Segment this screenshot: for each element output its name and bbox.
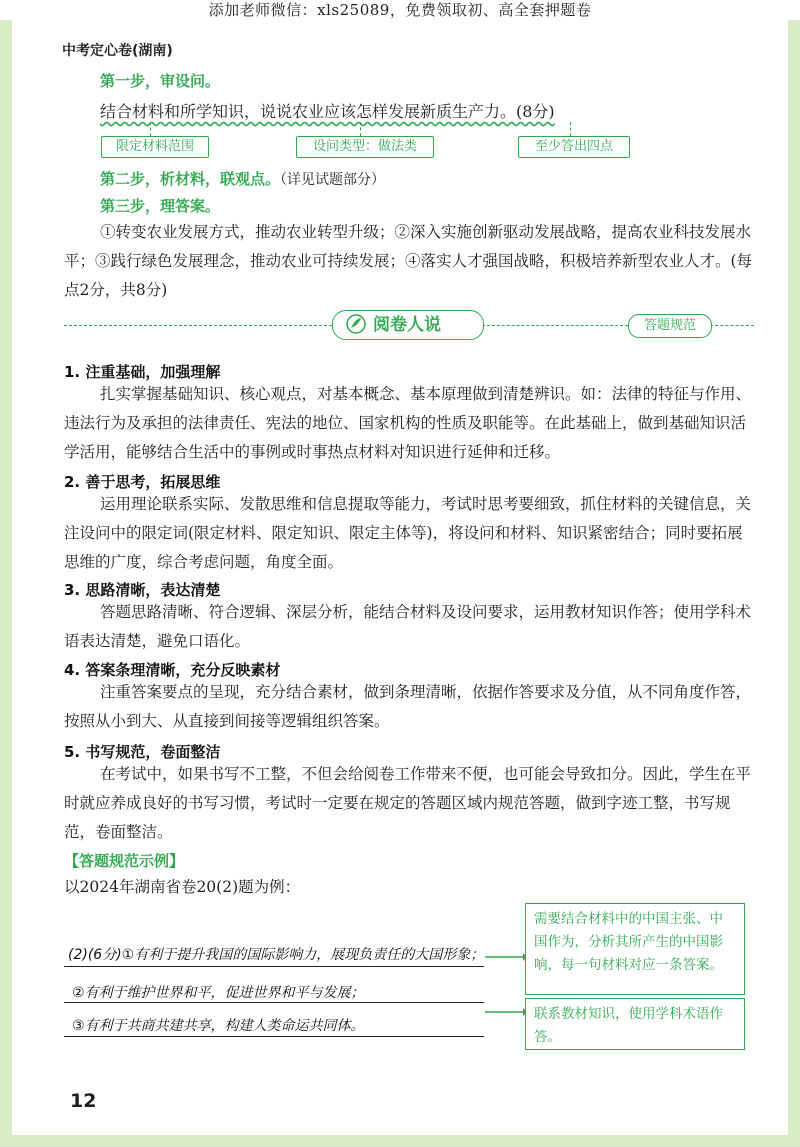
tag-connector-3: [570, 122, 571, 136]
example-intro: 以2024年湖南省卷20(2)题为例：: [64, 878, 301, 896]
annotation-note-2: 联系教材知识，使用学科术语作答。: [525, 998, 745, 1050]
tag-connector-1: [150, 122, 151, 136]
point1-body: 扎实掌握基础知识、核心观点，对基本概念、基本原理做到清楚辨识。如：法律的特征与作用、违法行为及承担的法律责任、宪法的地位、国家机构的性质及职能等。在此基础上，做到基础知识活学活用，能够结合生活中的事例或时事热点材料对知识进行延伸和迁移。: [64, 385, 752, 461]
section-right-tag: 答题规范: [628, 314, 712, 338]
tag-min-points: 至少答出四点: [518, 136, 630, 158]
example-label: 【答题规范示例】: [64, 852, 185, 870]
book-header: 中考定心卷(湖南): [62, 43, 173, 59]
quill-icon: [345, 313, 367, 335]
point2-body: 运用理论联系实际、发散思维和信息提取等能力，考试时思考要细致，抓住材料的关键信息，关注设问中的限定词(限定材料、限定知识、限定主体等)，将设问和材料、知识紧密结合；同时要拓展思维的广度，综合考虑问题，角度全面。: [64, 495, 752, 571]
step2-note: （详见试题部分）: [280, 172, 386, 188]
point1-title: 1. 注重基础，加强理解: [64, 363, 221, 381]
question-text: 结合材料和所学知识，说说农业应该怎样发展新质生产力。(8分): [100, 102, 555, 121]
step1-question: [100, 99, 740, 122]
step2-title: 第二步，析材料，联观点。: [100, 170, 281, 188]
section-badge: [332, 310, 484, 340]
page-edge-left: [0, 0, 12, 1147]
tag-connector-2: [360, 122, 361, 136]
divider-left: [64, 325, 332, 327]
page-edge-right: [788, 0, 800, 1147]
point4-body: 注重答案要点的呈现，充分结合素材，做到条理清晰，依据作答要求及分值，从不同角度作答，按照从小到大、从直接到间接等逻辑组织答案。: [64, 683, 752, 730]
answer-rule-1: [64, 966, 484, 967]
step3-title: 第三步，理答案。: [100, 197, 221, 215]
tag-question-type: 设问类型：做法类: [296, 136, 434, 158]
point2-title: 2. 善于思考，拓展思维: [64, 473, 221, 491]
point3-body: 答题思路清晰、符合逻辑、深层分析，能结合材料及设问要求，运用教材知识作答；使用学科术语表达清楚，避免口语化。: [64, 603, 752, 650]
page-edge-bottom: [0, 1135, 800, 1147]
handwritten-line-1: (2)(6分)①有利于提升我国的国际影响力，展现负责任的大国形象；: [68, 947, 485, 963]
handwritten-line-2: ②有利于维护世界和平，促进世界和平与发展；: [72, 985, 365, 1001]
answer-rule-2: [64, 1002, 484, 1003]
answer-rule-3: [64, 1036, 484, 1037]
point5-body: 在考试中，如果书写不工整，不但会给阅卷工作带来不便，也可能会导致扣分。因此，学生在平时就应养成良好的书写习惯，考试时一定要在规定的答题区域内规范答题，做到字迹工整，书写规范，卷面整洁。: [64, 765, 752, 841]
handwritten-line-3: ③有利于共商共建共享，构建人类命运共同体。: [72, 1018, 365, 1034]
page-number: 12: [70, 1090, 97, 1112]
tag-material-scope: 限定材料范围: [101, 136, 209, 158]
point4-title: 4. 答案条理清晰，充分反映素材: [64, 661, 281, 679]
divider-mid: [482, 325, 628, 327]
step3-answer: ①转变农业发展方式，推动农业转型升级；②深入实施创新驱动发展战略，提高农业科技发展水平；③践行绿色发展理念，推动农业可持续发展；④落实人才强国战略，积极培养新型农业人才。(每点2分，共8分): [64, 223, 753, 299]
connector-arrows: [485, 950, 527, 1020]
top-banner: 添加老师微信：xls25089，免费领取初、高全套押题卷: [0, 0, 800, 20]
section-badge-label: 阅卷人说: [373, 315, 441, 335]
point5-title: 5. 书写规范，卷面整洁: [64, 743, 221, 761]
step1-title: 第一步，审设问。: [100, 72, 221, 90]
point3-title: 3. 思路清晰，表达清楚: [64, 581, 221, 599]
divider-right: [710, 325, 754, 327]
annotation-note-1: 需要结合材料中的中国主张、中国作为，分析其所产生的中国影响，每一句材料对应一条答案。: [525, 903, 745, 995]
step2: [100, 168, 385, 189]
